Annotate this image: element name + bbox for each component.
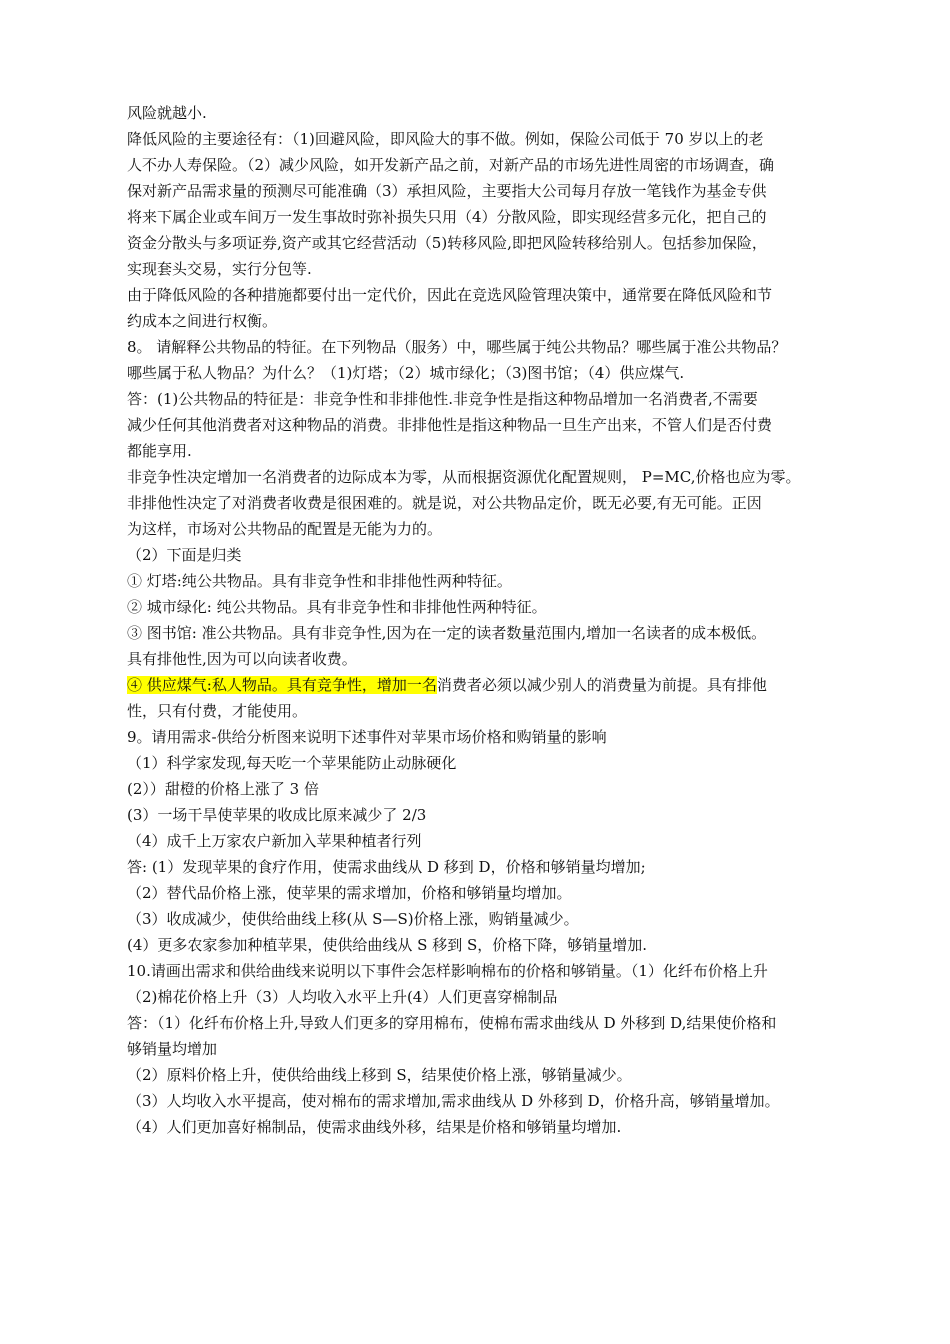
text-line: 风险就越小. (127, 104, 207, 122)
text-line: （4）成千上万家农户新加入苹果种植者行列 (127, 832, 422, 850)
text-block-1 (127, 100, 857, 672)
text-line: ② 城市绿化: 纯公共物品。具有非竞争性和非排他性两种特征。 (127, 598, 547, 616)
text-line: （3）收成减少，使供给曲线上移(从 S—S)价格上涨，购销量减少。 (127, 910, 579, 928)
text-line: 人不办人寿保险。（2）减少风险，如开发新产品之前，对新产品的市场先进性周密的市场调查，确 (127, 156, 775, 174)
text-line: 够销量均增加 (127, 1040, 218, 1058)
text-line: 由于降低风险的各种措施都要付出一定代价，因此在竞选风险管理决策中，通常要在降低风险和节 (127, 286, 773, 304)
text-line: 保对新产品需求量的预测尽可能准确（3）承担风险，主要指大公司每月存放一笔钱作为基金专供 (127, 182, 767, 200)
text-line: 减少任何其他消费者对这种物品的消费。非排他性是指这种物品一旦生产出来，不管人们是否付费 (127, 416, 773, 434)
text-line: 具有排他性,因为可以向读者收费。 (127, 650, 357, 668)
text-line: 非竞争性决定增加一名消费者的边际成本为零，从而根据资源优化配置规则， P=MC,价格也应为零。 (127, 468, 801, 486)
text-line: (2））甜橙的价格上涨了 3 倍 (127, 780, 319, 798)
text-line: 都能享用. (127, 442, 192, 460)
text-line: 9。请用需求-供给分析图来说明下述事件对苹果市场价格和购销量的影响 (127, 728, 607, 746)
text-line: （1）科学家发现,每天吃一个苹果能防止动脉硬化 (127, 754, 457, 772)
text-block-2 (127, 698, 857, 1140)
text-line: 为这样，市场对公共物品的配置是无能为力的。 (127, 520, 443, 538)
text-line: （3）人均收入水平提高，使对棉布的需求增加,需求曲线从 D 外移到 D，价格升高，够销量增加。 (127, 1092, 780, 1110)
text-line: （2）下面是归类 (127, 546, 242, 564)
text-line: ③ 图书馆: 准公共物品。具有非竞争性,因为在一定的读者数量范围内,增加一名读者的成本极低。 (127, 624, 767, 642)
text-line: (3）一场干旱使苹果的收成比原来减少了 2/3 (127, 806, 427, 824)
highlighted-text: ④ 供应煤气:私人物品。具有竞争性，增加一名 (127, 676, 437, 694)
text-line: 答：(1)公共物品的特征是：非竞争性和非排他性.非竞争性是指这种物品增加一名消费者,不需要 (127, 390, 758, 408)
document-body (127, 100, 857, 1140)
text-line: 答：（1）化纤布价格上升,导致人们更多的穿用棉布，使棉布需求曲线从 D 外移到 D,结果使价格和 (127, 1014, 777, 1032)
highlighted-paragraph-line (127, 672, 857, 698)
text-line: 约成本之间进行权衡。 (127, 312, 278, 330)
text-line: 哪些属于私人物品？为什么？（1)灯塔；（2）城市绿化；（3)图书馆；（4）供应煤气. (127, 364, 685, 382)
text-line: （2）替代品价格上涨，使苹果的需求增加，价格和够销量均增加。 (127, 884, 572, 902)
text-line: （2）原料价格上升，使供给曲线上移到 S，结果使价格上涨，够销量减少。 (127, 1066, 632, 1084)
text-line: 将来下属企业或车间万一发生事故时弥补损失只用（4）分散风险，即实现经营多元化，把自己的 (127, 208, 767, 226)
text-line: 答: (1）发现苹果的食疗作用，使需求曲线从 D 移到 D，价格和够销量均增加; (127, 858, 646, 876)
text-line: 降低风险的主要途径有：（1)回避风险，即风险大的事不做。例如，保险公司低于 70 岁以上的老 (127, 130, 764, 148)
highlighted-line-rest: 消费者必须以减少别人的消费量为前提。具有排他 (436, 676, 767, 694)
text-line: 资金分散头与多项证券,资产或其它经营活动（5)转移风险,即把风险转移给别人。包括参加保险， (127, 234, 767, 252)
text-line: （4）人们更加喜好棉制品，使需求曲线外移，结果是价格和够销量均增加. (127, 1118, 622, 1136)
text-line: （2)棉花价格上升（3）人均收入水平上升(4）人们更喜穿棉制品 (127, 988, 558, 1006)
text-line: 性，只有付费，才能使用。 (127, 702, 308, 720)
text-line: 实现套头交易，实行分包等. (127, 260, 312, 278)
text-line: ① 灯塔:纯公共物品。具有非竞争性和非排他性两种特征。 (127, 572, 512, 590)
text-line: 10.请画出需求和供给曲线来说明以下事件会怎样影响棉布的价格和够销量。（1）化纤布价格上升 (127, 962, 768, 980)
text-line: 非排他性决定了对消费者收费是很困难的。就是说，对公共物品定价，既无必要,有无可能。正因 (127, 494, 762, 512)
text-line: 8。 请解释公共物品的特征。在下列物品（服务）中，哪些属于纯公共物品？哪些属于准公共物品？ (127, 338, 787, 356)
text-line: (4）更多农家参加种植苹果，使供给曲线从 S 移到 S，价格下降，够销量增加. (127, 936, 648, 954)
